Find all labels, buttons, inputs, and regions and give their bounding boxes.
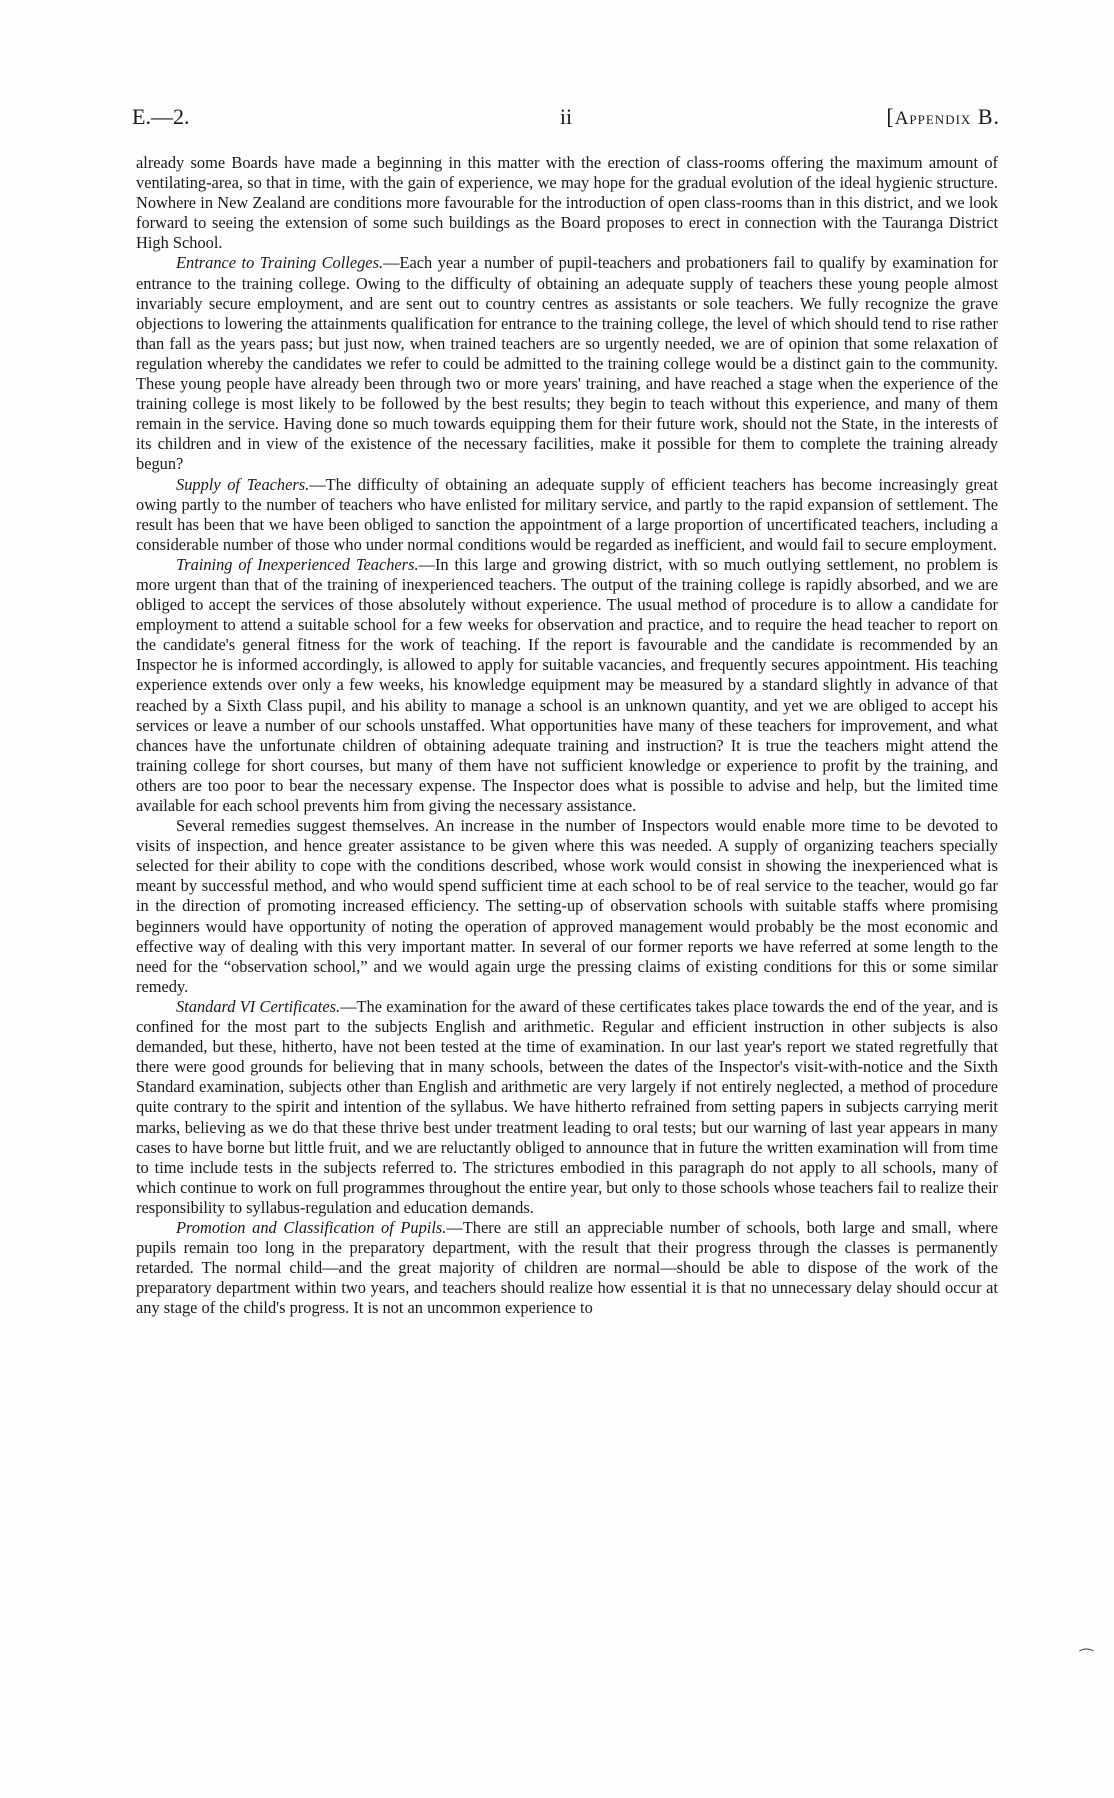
appendix-word: Appendix (894, 108, 972, 129)
paragraph-text: —The difficulty of obtaining an adequate supply of efficient teachers has become increasingly great owing partly to the number of teachers who have enlisted for military service, and partly to the rapid expansion of settlement. The result has been that we have been obliged to sanction the appointment of a large proportion of uncertificated teachers, including a considerable number of those who under normal conditions would be regarded as inefficient, and would fail to secure employment. (136, 474, 998, 554)
paragraph-text: —The examination for the award of these certificates takes place towards the end of the year, and is confined for the most part to the subjects English and arithmetic. Regular and efficient instruction in other subjects is also demanded, but these, hitherto, have not been tested at the time of examination. In our last year's report we stated regretfully that there were good grounds for believing that in many schools, between the dates of the Inspector's visit-with-notice and the Sixth Standard examination, subjects other than English and arithmetic are very largely if not entirely neglected, a method of procedure quite contrary to the spirit and intention of the syllabus. We have hitherto refrained from setting papers in subjects carrying merit marks, believing as we do that these thrive best under treatment leading to oral tests; but our warning of last year appears in many cases to have borne but little fruit, and we are reluctantly obliged to announce that in future the written examination will from time to time include tests in the subjects referred to. The strictures embodied in this paragraph do not apply to all schools, many of which continue to work on full programmes throughout the entire year, but only to those schools whose teachers fail to realize their responsibility to syllabus-regulation and education demands. (136, 996, 998, 1217)
body-text (136, 153, 998, 1318)
paragraph (136, 555, 998, 816)
paragraph-text: already some Boards have made a beginning in this matter with the erection of class-rooms offering the maximum amount of ventilating-area, so that in time, with the gain of experience, we may hope for the gradual evolution of the ideal hygienic structure. Nowhere in New Zealand are conditions more favourable for the introduction of open class-rooms than in this district, and we look forward to seeing the extension of some such buildings as the Board proposes to erect in connection with the Tauranga District High School. (136, 153, 998, 253)
paragraph (136, 153, 998, 253)
section-heading: Promotion and Classification of Pupils. (176, 1217, 447, 1237)
section-heading: Standard VI Certificates. (176, 996, 341, 1016)
document-reference: E.—2. (132, 104, 190, 129)
paragraph-text: —In this large and growing district, with so much outlying settlement, no problem is more urgent than that of the training of inexperienced teachers. The output of the training college is rapidly absorbed, and we are obliged to accept the services of those absolutely without experience. The usual method of procedure is to allow a candidate for employment to attend a suitable school for a few weeks for observation and practice, and to require the head teacher to report on the candidate's general fitness for the work of teaching. If the report is favourable and the candidate is recommended by an Inspector he is informed accordingly, is allowed to apply for suitable vacancies, and frequently secures appointment. His teaching experience extends over only a few weeks, his knowledge equipment may be measured by a standard slightly in advance of that reached by a Sixth Class pupil, and his ability to manage a school is an unknown quantity, and yet we are obliged to accept his services or leave a number of our schools unstaffed. What opportunities have many of these teachers for improvement, and what chances have the unfortunate children of obtaining adequate training and instruction? It is true the teachers might attend the training college for short courses, but many of them have not sufficient knowledge or experience to profit by the training, and others are too poor to bear the necessary expense. The Inspector does what is possible to advise and help, but the limited time available for each school prevents him from giving the necessary assistance. (136, 554, 998, 815)
paragraph (136, 253, 998, 474)
page-header (132, 104, 1000, 134)
section-heading: Supply of Teachers. (176, 474, 310, 494)
paragraph (136, 1218, 998, 1318)
paragraph (136, 816, 998, 997)
section-heading: Entrance to Training Colleges. (176, 253, 384, 273)
paragraph-text: Several remedies suggest themselves. An increase in the number of Inspectors would enable more time to be devoted to visits of inspection, and hence greater assistance to be given where this was needed. A supply of organizing teachers specially selected for their ability to cope with the conditions described, whose work would consist in showing the inexperienced what is meant by successful method, and who would spend sufficient time at each school to be of real service to the teacher, would go far in the direction of promoting increased efficiency. The setting-up of observation schools with suitable staffs where promising beginners would have opportunity of noting the operation of approved management would probably be the most economic and effective way of dealing with this very important matter. In several of our former reports we have referred at some length to the need for the “observation school,” and we would again urge the pressing claims of existing conditions for this or some similar remedy. (136, 816, 998, 996)
margin-mark: ⁀ (1080, 1650, 1093, 1667)
section-heading: Training of Inexperienced Teachers. (176, 554, 419, 574)
paragraph-text: —There are still an appreciable number of schools, both large and small, where pupils remain too long in the preparatory department, with the result that their progress through the classes is permanently retarded. The normal child—and the great majority of children are normal—should be able to dispose of the work of the preparatory department within two years, and teachers should realize how essential it is that no unnecessary delay should occur at any stage of the child's progress. It is not an uncommon experience to (136, 1217, 998, 1318)
paragraph (136, 997, 998, 1218)
page-number: ii (559, 104, 573, 129)
appendix-label (886, 104, 1000, 130)
paragraph-text: —Each year a number of pupil-teachers and probationers fail to qualify by examination for entrance to the training college. Owing to the difficulty of obtaining an adequate supply of teachers these young people almost invariably secure employment, and are sent out to country centres as assistants or sole teachers. We fully recognize the grave objections to lowering the attainments qualification for entrance to the training college, the level of which should tend to rise rather than fall as the years pass; but just now, when trained teachers are so urgently needed, we are of opinion that some relaxation of regulation whereby the candidates we refer to could be admitted to the training college would be a distinct gain to the community. These young people have already been through two or more years' training, and have reached a stage when the experience of the training college is most likely to be followed by the best results; they begin to teach without this experience, and many of them remain in the service. Having done so much towards equipping them for their future work, should not the State, in the interests of its children and in view of the existence of the necessary facilities, make it possible for them to complete the training already begun? (136, 253, 998, 474)
appendix-bracket: [ (886, 104, 895, 129)
appendix-letter: B. (977, 104, 1000, 129)
paragraph (136, 475, 998, 555)
